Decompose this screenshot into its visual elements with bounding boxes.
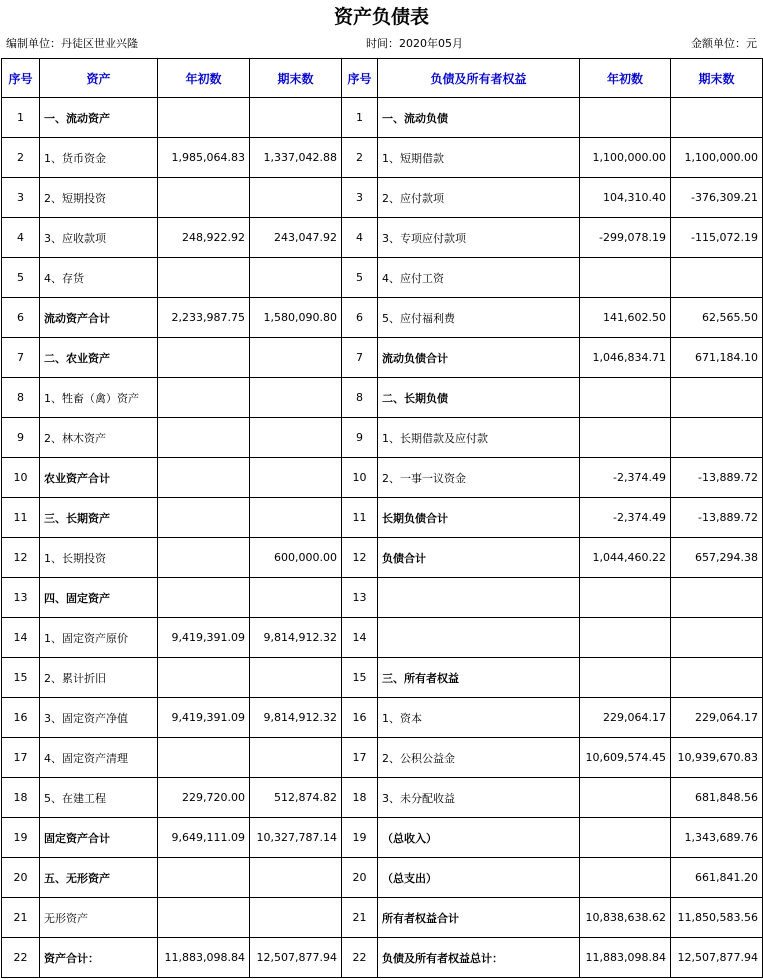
table-row bbox=[2, 778, 763, 818]
table-row bbox=[2, 858, 763, 898]
row-number-right: 6 bbox=[342, 298, 378, 338]
table-row bbox=[2, 378, 763, 418]
asset-label: 无形资产 bbox=[40, 898, 158, 938]
asset-label: 一、流动资产 bbox=[40, 98, 158, 138]
col-header-liabilities: 负债及所有者权益 bbox=[378, 59, 580, 98]
table-row bbox=[2, 818, 763, 858]
liability-end-value: 11,850,583.56 bbox=[671, 898, 763, 938]
liability-begin-value bbox=[580, 858, 671, 898]
liability-label: 1、长期借款及应付款 bbox=[378, 418, 580, 458]
table-row bbox=[2, 938, 763, 978]
liability-end-value: -376,309.21 bbox=[671, 178, 763, 218]
liability-begin-value bbox=[580, 258, 671, 298]
liability-end-value: 1,100,000.00 bbox=[671, 138, 763, 178]
col-header-no-left: 序号 bbox=[2, 59, 40, 98]
asset-begin-value: 9,419,391.09 bbox=[158, 698, 250, 738]
table-row bbox=[2, 578, 763, 618]
row-number-left: 4 bbox=[2, 218, 40, 258]
row-number-right: 20 bbox=[342, 858, 378, 898]
liability-begin-value: -299,078.19 bbox=[580, 218, 671, 258]
table-row bbox=[2, 138, 763, 178]
row-number-right: 5 bbox=[342, 258, 378, 298]
row-number-left: 17 bbox=[2, 738, 40, 778]
asset-begin-value: 2,233,987.75 bbox=[158, 298, 250, 338]
liability-begin-value: 10,838,638.62 bbox=[580, 898, 671, 938]
table-row bbox=[2, 218, 763, 258]
liability-begin-value: 104,310.40 bbox=[580, 178, 671, 218]
liability-begin-value bbox=[580, 778, 671, 818]
asset-begin-value bbox=[158, 658, 250, 698]
liability-begin-value bbox=[580, 418, 671, 458]
liability-begin-value: -2,374.49 bbox=[580, 458, 671, 498]
liability-label: 2、应付款项 bbox=[378, 178, 580, 218]
table-row bbox=[2, 738, 763, 778]
row-number-right: 16 bbox=[342, 698, 378, 738]
asset-label: 1、长期投资 bbox=[40, 538, 158, 578]
liability-begin-value bbox=[580, 658, 671, 698]
asset-label: 资产合计： bbox=[40, 938, 158, 978]
liability-begin-value: -2,374.49 bbox=[580, 498, 671, 538]
table-row bbox=[2, 178, 763, 218]
row-number-left: 5 bbox=[2, 258, 40, 298]
table-row bbox=[2, 538, 763, 578]
liability-label: 负债及所有者权益总计： bbox=[378, 938, 580, 978]
asset-end-value bbox=[250, 338, 342, 378]
liability-begin-value: 229,064.17 bbox=[580, 698, 671, 738]
table-row bbox=[2, 98, 763, 138]
liability-begin-value: 141,602.50 bbox=[580, 298, 671, 338]
liability-end-value: 62,565.50 bbox=[671, 298, 763, 338]
asset-label: 3、应收款项 bbox=[40, 218, 158, 258]
asset-begin-value bbox=[158, 738, 250, 778]
asset-label: 五、无形资产 bbox=[40, 858, 158, 898]
row-number-left: 6 bbox=[2, 298, 40, 338]
page-title: 资产负债表 bbox=[333, 6, 429, 28]
liability-label: 长期负债合计 bbox=[378, 498, 580, 538]
asset-label: 2、短期投资 bbox=[40, 178, 158, 218]
table-body bbox=[2, 98, 763, 978]
asset-end-value bbox=[250, 658, 342, 698]
asset-begin-value bbox=[158, 858, 250, 898]
asset-begin-value bbox=[158, 578, 250, 618]
col-header-begin-left: 年初数 bbox=[158, 59, 250, 98]
liability-end-value: -13,889.72 bbox=[671, 458, 763, 498]
liability-end-value: -115,072.19 bbox=[671, 218, 763, 258]
asset-begin-value: 9,419,391.09 bbox=[158, 618, 250, 658]
asset-begin-value bbox=[158, 418, 250, 458]
liability-end-value: 681,848.56 bbox=[671, 778, 763, 818]
liability-label bbox=[378, 618, 580, 658]
asset-begin-value: 248,922.92 bbox=[158, 218, 250, 258]
liability-label: 负债合计 bbox=[378, 538, 580, 578]
liability-label: 2、公积公益金 bbox=[378, 738, 580, 778]
asset-end-value bbox=[250, 98, 342, 138]
asset-begin-value bbox=[158, 458, 250, 498]
asset-end-value bbox=[250, 498, 342, 538]
liability-begin-value: 11,883,098.84 bbox=[580, 938, 671, 978]
asset-begin-value: 1,985,064.83 bbox=[158, 138, 250, 178]
header-row bbox=[2, 59, 763, 98]
asset-end-value bbox=[250, 378, 342, 418]
row-number-left: 21 bbox=[2, 898, 40, 938]
liability-begin-value bbox=[580, 378, 671, 418]
liability-label: 二、长期负债 bbox=[378, 378, 580, 418]
asset-label: 三、长期资产 bbox=[40, 498, 158, 538]
row-number-right: 11 bbox=[342, 498, 378, 538]
liability-label: （总支出） bbox=[378, 858, 580, 898]
row-number-right: 12 bbox=[342, 538, 378, 578]
asset-label: 1、固定资产原价 bbox=[40, 618, 158, 658]
asset-begin-value: 11,883,098.84 bbox=[158, 938, 250, 978]
asset-end-value: 1,337,042.88 bbox=[250, 138, 342, 178]
row-number-right: 9 bbox=[342, 418, 378, 458]
asset-label: 3、固定资产净值 bbox=[40, 698, 158, 738]
liability-end-value: 10,939,670.83 bbox=[671, 738, 763, 778]
liability-label: 4、应付工资 bbox=[378, 258, 580, 298]
liability-end-value bbox=[671, 378, 763, 418]
row-number-left: 3 bbox=[2, 178, 40, 218]
liability-label: 所有者权益合计 bbox=[378, 898, 580, 938]
liability-label: 流动负债合计 bbox=[378, 338, 580, 378]
liability-begin-value bbox=[580, 578, 671, 618]
liability-begin-value: 1,044,460.22 bbox=[580, 538, 671, 578]
row-number-right: 22 bbox=[342, 938, 378, 978]
liability-end-value bbox=[671, 618, 763, 658]
asset-label: 1、牲畜（禽）资产 bbox=[40, 378, 158, 418]
row-number-right: 14 bbox=[342, 618, 378, 658]
liability-label: 三、所有者权益 bbox=[378, 658, 580, 698]
liability-label: 1、短期借款 bbox=[378, 138, 580, 178]
liability-label: 一、流动负债 bbox=[378, 98, 580, 138]
table-row bbox=[2, 338, 763, 378]
row-number-left: 2 bbox=[2, 138, 40, 178]
asset-end-value bbox=[250, 738, 342, 778]
liability-end-value: 657,294.38 bbox=[671, 538, 763, 578]
asset-end-value: 512,874.82 bbox=[250, 778, 342, 818]
liability-begin-value bbox=[580, 818, 671, 858]
liability-end-value bbox=[671, 658, 763, 698]
row-number-right: 3 bbox=[342, 178, 378, 218]
row-number-left: 20 bbox=[2, 858, 40, 898]
asset-end-value: 1,580,090.80 bbox=[250, 298, 342, 338]
liability-end-value: 229,064.17 bbox=[671, 698, 763, 738]
liability-end-value bbox=[671, 578, 763, 618]
asset-end-value bbox=[250, 458, 342, 498]
row-number-right: 8 bbox=[342, 378, 378, 418]
asset-begin-value bbox=[158, 338, 250, 378]
balance-table bbox=[1, 58, 763, 978]
table-row bbox=[2, 658, 763, 698]
asset-label: 二、农业资产 bbox=[40, 338, 158, 378]
liability-begin-value: 1,046,834.71 bbox=[580, 338, 671, 378]
row-number-left: 14 bbox=[2, 618, 40, 658]
liability-label bbox=[378, 578, 580, 618]
table-row bbox=[2, 258, 763, 298]
asset-begin-value: 9,649,111.09 bbox=[158, 818, 250, 858]
liability-end-value: 661,841.20 bbox=[671, 858, 763, 898]
row-number-right: 18 bbox=[342, 778, 378, 818]
liability-begin-value: 1,100,000.00 bbox=[580, 138, 671, 178]
asset-begin-value bbox=[158, 498, 250, 538]
table-row bbox=[2, 698, 763, 738]
asset-end-value bbox=[250, 898, 342, 938]
asset-label: 流动资产合计 bbox=[40, 298, 158, 338]
asset-end-value: 600,000.00 bbox=[250, 538, 342, 578]
asset-label: 农业资产合计 bbox=[40, 458, 158, 498]
asset-begin-value bbox=[158, 258, 250, 298]
asset-begin-value bbox=[158, 898, 250, 938]
asset-end-value bbox=[250, 178, 342, 218]
row-number-left: 18 bbox=[2, 778, 40, 818]
row-number-right: 15 bbox=[342, 658, 378, 698]
col-header-end-left: 期末数 bbox=[250, 59, 342, 98]
row-number-right: 21 bbox=[342, 898, 378, 938]
liability-label: 3、专项应付款项 bbox=[378, 218, 580, 258]
row-number-left: 15 bbox=[2, 658, 40, 698]
row-number-left: 9 bbox=[2, 418, 40, 458]
liability-end-value bbox=[671, 258, 763, 298]
asset-end-value: 243,047.92 bbox=[250, 218, 342, 258]
report-period: 时间：2020年05月 bbox=[366, 37, 463, 50]
asset-label: 四、固定资产 bbox=[40, 578, 158, 618]
row-number-right: 2 bbox=[342, 138, 378, 178]
asset-begin-value: 229,720.00 bbox=[158, 778, 250, 818]
liability-label: （总收入） bbox=[378, 818, 580, 858]
liability-end-value bbox=[671, 418, 763, 458]
liability-begin-value bbox=[580, 618, 671, 658]
asset-label: 4、固定资产清理 bbox=[40, 738, 158, 778]
row-number-left: 12 bbox=[2, 538, 40, 578]
row-number-left: 1 bbox=[2, 98, 40, 138]
liability-end-value bbox=[671, 98, 763, 138]
table-row bbox=[2, 898, 763, 938]
asset-end-value: 12,507,877.94 bbox=[250, 938, 342, 978]
row-number-right: 17 bbox=[342, 738, 378, 778]
liability-begin-value: 10,609,574.45 bbox=[580, 738, 671, 778]
asset-end-value bbox=[250, 578, 342, 618]
table-row bbox=[2, 458, 763, 498]
table-row bbox=[2, 618, 763, 658]
row-number-left: 10 bbox=[2, 458, 40, 498]
currency-unit: 金额单位：元 bbox=[691, 37, 757, 50]
liability-label: 5、应付福利费 bbox=[378, 298, 580, 338]
asset-end-value bbox=[250, 418, 342, 458]
col-header-begin-right: 年初数 bbox=[580, 59, 671, 98]
liability-label: 3、未分配收益 bbox=[378, 778, 580, 818]
row-number-left: 11 bbox=[2, 498, 40, 538]
asset-begin-value bbox=[158, 98, 250, 138]
asset-label: 5、在建工程 bbox=[40, 778, 158, 818]
liability-end-value: 671,184.10 bbox=[671, 338, 763, 378]
row-number-right: 10 bbox=[342, 458, 378, 498]
row-number-right: 7 bbox=[342, 338, 378, 378]
asset-label: 固定资产合计 bbox=[40, 818, 158, 858]
liability-begin-value bbox=[580, 98, 671, 138]
row-number-right: 1 bbox=[342, 98, 378, 138]
asset-end-value bbox=[250, 858, 342, 898]
liability-label: 2、一事一议资金 bbox=[378, 458, 580, 498]
asset-end-value bbox=[250, 258, 342, 298]
row-number-right: 13 bbox=[342, 578, 378, 618]
table-row bbox=[2, 298, 763, 338]
row-number-left: 19 bbox=[2, 818, 40, 858]
liability-end-value: 1,343,689.76 bbox=[671, 818, 763, 858]
row-number-left: 16 bbox=[2, 698, 40, 738]
col-header-assets: 资产 bbox=[40, 59, 158, 98]
table-row bbox=[2, 418, 763, 458]
asset-end-value: 9,814,912.32 bbox=[250, 698, 342, 738]
liability-end-value: 12,507,877.94 bbox=[671, 938, 763, 978]
table-row bbox=[2, 498, 763, 538]
asset-label: 2、累计折旧 bbox=[40, 658, 158, 698]
asset-end-value: 9,814,912.32 bbox=[250, 618, 342, 658]
asset-begin-value bbox=[158, 538, 250, 578]
col-header-end-right: 期末数 bbox=[671, 59, 763, 98]
liability-label: 1、资本 bbox=[378, 698, 580, 738]
compiling-unit: 编制单位：丹徒区世业兴隆 bbox=[6, 37, 138, 50]
asset-label: 2、林木资产 bbox=[40, 418, 158, 458]
liability-end-value: -13,889.72 bbox=[671, 498, 763, 538]
asset-end-value: 10,327,787.14 bbox=[250, 818, 342, 858]
row-number-left: 13 bbox=[2, 578, 40, 618]
asset-begin-value bbox=[158, 178, 250, 218]
row-number-left: 7 bbox=[2, 338, 40, 378]
asset-begin-value bbox=[158, 378, 250, 418]
row-number-left: 22 bbox=[2, 938, 40, 978]
asset-label: 1、货币资金 bbox=[40, 138, 158, 178]
row-number-right: 19 bbox=[342, 818, 378, 858]
col-header-no-right: 序号 bbox=[342, 59, 378, 98]
row-number-left: 8 bbox=[2, 378, 40, 418]
asset-label: 4、存货 bbox=[40, 258, 158, 298]
row-number-right: 4 bbox=[342, 218, 378, 258]
